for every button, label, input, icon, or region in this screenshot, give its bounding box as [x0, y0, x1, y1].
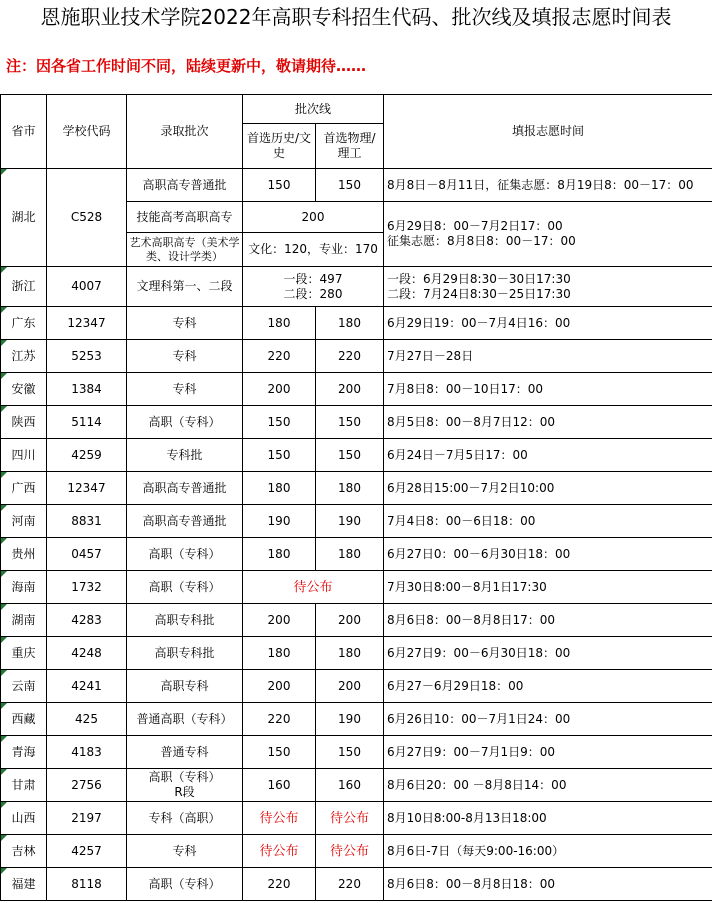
cutoff-cell: 文化：120，专业：170 [243, 233, 384, 267]
table-row [1, 472, 712, 505]
batch-line: R段 [174, 785, 195, 799]
time-line: 6月29日8：00－7月2日17：00 [387, 219, 563, 233]
batch-cell: 高职（专科） [127, 868, 243, 901]
table-row [1, 571, 712, 604]
cutoff-cell: 200 [243, 202, 384, 233]
province-cell: 吉林 [1, 835, 47, 868]
time-cell: 8月6日8：00－8月8日17：00 [384, 604, 712, 637]
table-row [1, 267, 712, 307]
table-row [1, 169, 712, 202]
header-province: 省市 [1, 95, 47, 169]
province-cell: 浙江 [1, 267, 47, 307]
physics-cell: 200 [316, 604, 384, 637]
province-cell: 四川 [1, 439, 47, 472]
history-cell: 220 [243, 868, 316, 901]
time-cell: 8月8日－8月11日，征集志愿：8月19日8：00－17：00 [384, 169, 712, 202]
history-cell: 160 [243, 769, 316, 802]
table-row [1, 670, 712, 703]
time-line: 一段：6月29日8:30－30日17:30 [387, 271, 571, 286]
physics-cell: 160 [316, 769, 384, 802]
time-line: 二段：7月24日8:30－25日17:30 [387, 286, 571, 301]
physics-cell: 150 [316, 169, 384, 202]
physics-pending: 待公布 [316, 835, 384, 868]
header-row [1, 95, 712, 124]
physics-cell: 180 [316, 472, 384, 505]
table-row [1, 373, 712, 406]
history-cell: 200 [243, 670, 316, 703]
province-cell: 陕西 [1, 406, 47, 439]
time-cell [384, 267, 712, 307]
code-cell: 8118 [47, 868, 127, 901]
physics-cell: 190 [316, 703, 384, 736]
history-cell: 200 [243, 373, 316, 406]
table-row [1, 835, 712, 868]
history-cell: 200 [243, 604, 316, 637]
province-cell: 广东 [1, 307, 47, 340]
physics-cell: 180 [316, 538, 384, 571]
time-cell [384, 202, 712, 267]
table-row [1, 307, 712, 340]
batch-cell: 高职专科 [127, 670, 243, 703]
table-row [1, 637, 712, 670]
table-row [1, 802, 712, 835]
province-cell: 甘肃 [1, 769, 47, 802]
province-cell: 广西 [1, 472, 47, 505]
batch-cell: 艺术高职高专（美术学类、设计学类） [127, 233, 243, 267]
table-row [1, 769, 712, 802]
physics-cell: 200 [316, 373, 384, 406]
physics-pending: 待公布 [316, 802, 384, 835]
update-notice: 注：因各省工作时间不同，陆续更新中，敬请期待…… [6, 57, 367, 75]
province-cell: 重庆 [1, 637, 47, 670]
time-cell: 6月29日19：00－7月4日16：00 [384, 307, 712, 340]
history-pending: 待公布 [243, 835, 316, 868]
code-cell: 2197 [47, 802, 127, 835]
batch-cell: 高职（专科） [127, 406, 243, 439]
table-row [1, 703, 712, 736]
time-cell: 7月4日8：00－6日18：00 [384, 505, 712, 538]
province-cell: 福建 [1, 868, 47, 901]
time-cell: 7月30日8:00－8月1日17:30 [384, 571, 712, 604]
history-cell: 150 [243, 736, 316, 769]
physics-cell: 180 [316, 637, 384, 670]
history-cell: 150 [243, 439, 316, 472]
batch-cell: 专科（高职） [127, 802, 243, 835]
code-cell: 4183 [47, 736, 127, 769]
table-row [1, 736, 712, 769]
physics-cell: 150 [316, 736, 384, 769]
admission-table [0, 94, 712, 901]
code-cell: 5253 [47, 340, 127, 373]
code-cell: 4241 [47, 670, 127, 703]
province-cell: 湖北 [1, 169, 47, 267]
cutoff-line: 二段：280 [283, 286, 343, 301]
time-cell: 8月10日8:00-8月13日18:00 [384, 802, 712, 835]
code-cell: 4007 [47, 267, 127, 307]
table-row [1, 439, 712, 472]
table-row [1, 340, 712, 373]
time-cell: 6月27日0：00－6月30日18：00 [384, 538, 712, 571]
batch-cell: 文理科第一、二段 [127, 267, 243, 307]
province-cell: 安徽 [1, 373, 47, 406]
physics-cell: 150 [316, 439, 384, 472]
code-cell: 4257 [47, 835, 127, 868]
history-cell: 220 [243, 703, 316, 736]
batch-cell: 高职高专普通批 [127, 169, 243, 202]
code-cell: C528 [47, 169, 127, 267]
province-cell: 湖南 [1, 604, 47, 637]
time-cell: 6月26日10：00－7月1日24：00 [384, 703, 712, 736]
province-cell: 青海 [1, 736, 47, 769]
time-cell: 8月5日8：00－8月7日12：00 [384, 406, 712, 439]
province-cell: 河南 [1, 505, 47, 538]
code-cell: 1384 [47, 373, 127, 406]
code-cell: 4259 [47, 439, 127, 472]
code-cell: 1732 [47, 571, 127, 604]
province-cell: 云南 [1, 670, 47, 703]
history-pending: 待公布 [243, 802, 316, 835]
batch-cell: 专科 [127, 340, 243, 373]
table-row [1, 604, 712, 637]
history-cell: 220 [243, 340, 316, 373]
time-cell: 8月6日-7日（每天9:00-16:00） [384, 835, 712, 868]
batch-cell [127, 769, 243, 802]
cutoff-cell [243, 267, 384, 307]
code-cell: 12347 [47, 307, 127, 340]
code-cell: 5114 [47, 406, 127, 439]
time-cell: 7月27日－28日 [384, 340, 712, 373]
code-cell: 8831 [47, 505, 127, 538]
batch-cell: 专科 [127, 835, 243, 868]
batch-line: 高职（专科） [148, 770, 221, 784]
history-cell: 180 [243, 472, 316, 505]
table-row [1, 505, 712, 538]
code-cell: 4248 [47, 637, 127, 670]
code-cell: 425 [47, 703, 127, 736]
province-cell: 江苏 [1, 340, 47, 373]
header-history: 首选历史/文史 [243, 124, 316, 169]
batch-cell: 高职高专普通批 [127, 472, 243, 505]
history-cell: 180 [243, 538, 316, 571]
page-title: 恩施职业技术学院2022年高职专科招生代码、批次线及填报志愿时间表 [40, 5, 672, 29]
batch-cell: 专科 [127, 373, 243, 406]
time-cell: 8月6日20：00 －8月8日14：00 [384, 769, 712, 802]
physics-cell: 200 [316, 670, 384, 703]
time-cell: 6月27－6月29日18：00 [384, 670, 712, 703]
code-cell: 12347 [47, 472, 127, 505]
batch-cell: 专科批 [127, 439, 243, 472]
province-cell: 贵州 [1, 538, 47, 571]
table-row [1, 538, 712, 571]
history-cell: 150 [243, 169, 316, 202]
batch-cell: 高职（专科） [127, 571, 243, 604]
header-time: 填报志愿时间 [384, 95, 712, 169]
header-batch: 录取批次 [127, 95, 243, 169]
physics-cell: 190 [316, 505, 384, 538]
code-cell: 2756 [47, 769, 127, 802]
time-cell: 6月28日15:00－7月2日10:00 [384, 472, 712, 505]
header-code: 学校代码 [47, 95, 127, 169]
code-cell: 0457 [47, 538, 127, 571]
history-cell: 150 [243, 406, 316, 439]
physics-cell: 220 [316, 868, 384, 901]
code-cell: 4283 [47, 604, 127, 637]
time-cell: 8月6日8：00－8月8日18：00 [384, 868, 712, 901]
table-row [1, 406, 712, 439]
province-cell: 山西 [1, 802, 47, 835]
time-cell: 6月27日9：00－6月30日18：00 [384, 637, 712, 670]
cutoff-pending: 待公布 [243, 571, 384, 604]
batch-cell: 高职（专科） [127, 538, 243, 571]
batch-cell: 普通专科 [127, 736, 243, 769]
history-cell: 190 [243, 505, 316, 538]
batch-cell: 专科 [127, 307, 243, 340]
header-cutoff: 批次线 [243, 95, 384, 124]
batch-cell: 普通高职（专科） [127, 703, 243, 736]
batch-cell: 高职专科批 [127, 604, 243, 637]
cutoff-line: 一段：497 [283, 271, 343, 286]
time-cell: 6月24日－7月5日17：00 [384, 439, 712, 472]
table-row [1, 868, 712, 901]
batch-cell: 高职专科批 [127, 637, 243, 670]
time-cell: 6月27日9：00－7月1日9：00 [384, 736, 712, 769]
time-cell: 7月8日8：00－10日17：00 [384, 373, 712, 406]
history-cell: 180 [243, 637, 316, 670]
physics-cell: 220 [316, 340, 384, 373]
province-cell: 西藏 [1, 703, 47, 736]
physics-cell: 150 [316, 406, 384, 439]
province-cell: 海南 [1, 571, 47, 604]
physics-cell: 180 [316, 307, 384, 340]
batch-cell: 技能高考高职高专 [127, 202, 243, 233]
batch-cell: 高职高专普通批 [127, 505, 243, 538]
history-cell: 180 [243, 307, 316, 340]
time-line: 征集志愿：8月8日8：00－17：00 [387, 234, 576, 248]
header-physics: 首选物理/理工 [316, 124, 384, 169]
